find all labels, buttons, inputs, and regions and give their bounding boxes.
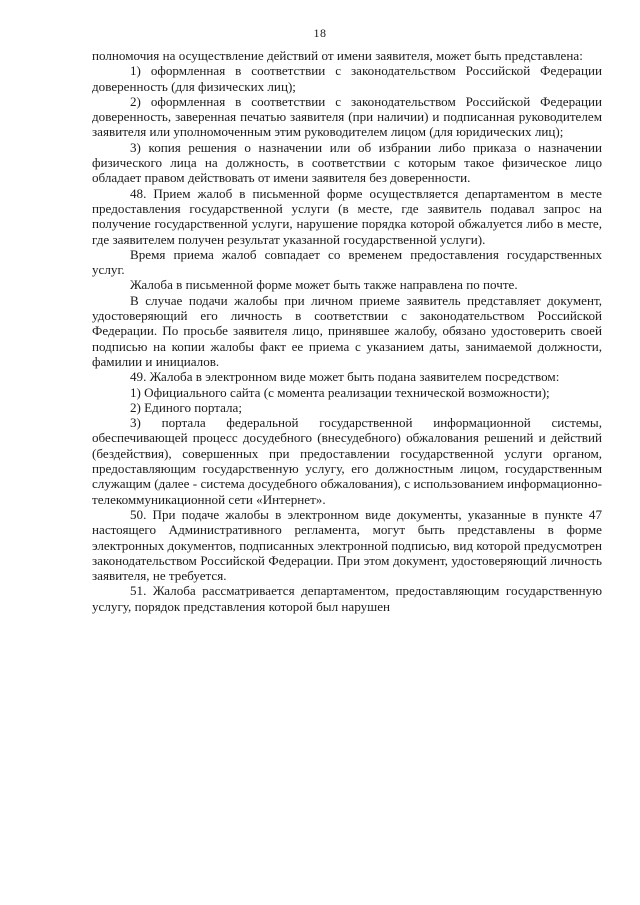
- paragraph: 51. Жалоба рассматривается департаментом, предоставляющим государственную услугу, порядок представления которой был нарушен: [92, 583, 602, 614]
- document-body: [92, 48, 602, 614]
- paragraph: Жалоба в письменной форме может быть также направлена по почте.: [130, 277, 518, 293]
- paragraph: 50. При подаче жалобы в электронном виде документы, указанные в пункте 47 настоящего Административного регламента, могут быть представлены в форме электронных документов, подписанных электронной подписью, вид которой предусмотрен законодательством Российской Федерации. При этом документ, удостоверяющий личность заявителя, не требуется.: [92, 506, 602, 584]
- page-number: 18: [313, 26, 327, 40]
- paragraph: 2) Единого портала;: [130, 399, 242, 415]
- paragraph: полномочия на осуществление действий от имени заявителя, может быть представлена:: [92, 48, 583, 63]
- paragraph: Время приема жалоб совпадает со временем предоставления государственных услуг.: [92, 246, 602, 278]
- paragraph: 48. Прием жалоб в письменной форме осуществляется департаментом в месте предоставления государственной услуги (в месте, где заявитель подавал запрос на получение государственной услуги, нарушение порядка которой обжалуется либо в месте, где заявителем получен результат указанной государственной услуги).: [92, 185, 602, 247]
- paragraph: 3) копия решения о назначении или об избрании либо приказа о назначении физического лица на должность, в соответствии с которым такое физическое лицо обладает правом действовать от имени заявителя без доверенности.: [92, 139, 602, 186]
- paragraph: 3) портала федеральной государственной информационной системы, обеспечивающей процесс досудебного (внесудебного) обжалования решений и действий (бездействия), совершенных при предоставлении государственной услуги органом, предоставляющим государственную услугу, его должностным лицом, государственным служащим (далее - система досудебного обжалования), с использованием информационно-телекоммуникационной сети «Интернет».: [92, 415, 602, 507]
- paragraph: 1) Официального сайта (с момента реализации технической возможности);: [130, 384, 550, 400]
- paragraph: В случае подачи жалобы при личном приеме заявитель представляет документ, удостоверяющий его личность в соответствии с законодательством Российской Федерации. По просьбе заявителя лицо, принявшее жалобу, обязано удостоверить своей подписью на копии жалобы факт ее приема с указанием даты, занимаемой должности, фамилии и инициалов.: [92, 292, 602, 369]
- paragraph: 2) оформленная в соответствии с законодательством Российской Федерации доверенность, заверенная печатью заявителя (при наличии) и подписанная руководителем заявителя или уполномоченным этим руководителем лицом (для юридических лиц);: [92, 93, 602, 140]
- paragraph: 1) оформленная в соответствии с законодательством Российской Федерации доверенность (для физических лиц);: [92, 63, 602, 94]
- paragraph: 49. Жалоба в электронном виде может быть подана заявителем посредством:: [130, 369, 560, 385]
